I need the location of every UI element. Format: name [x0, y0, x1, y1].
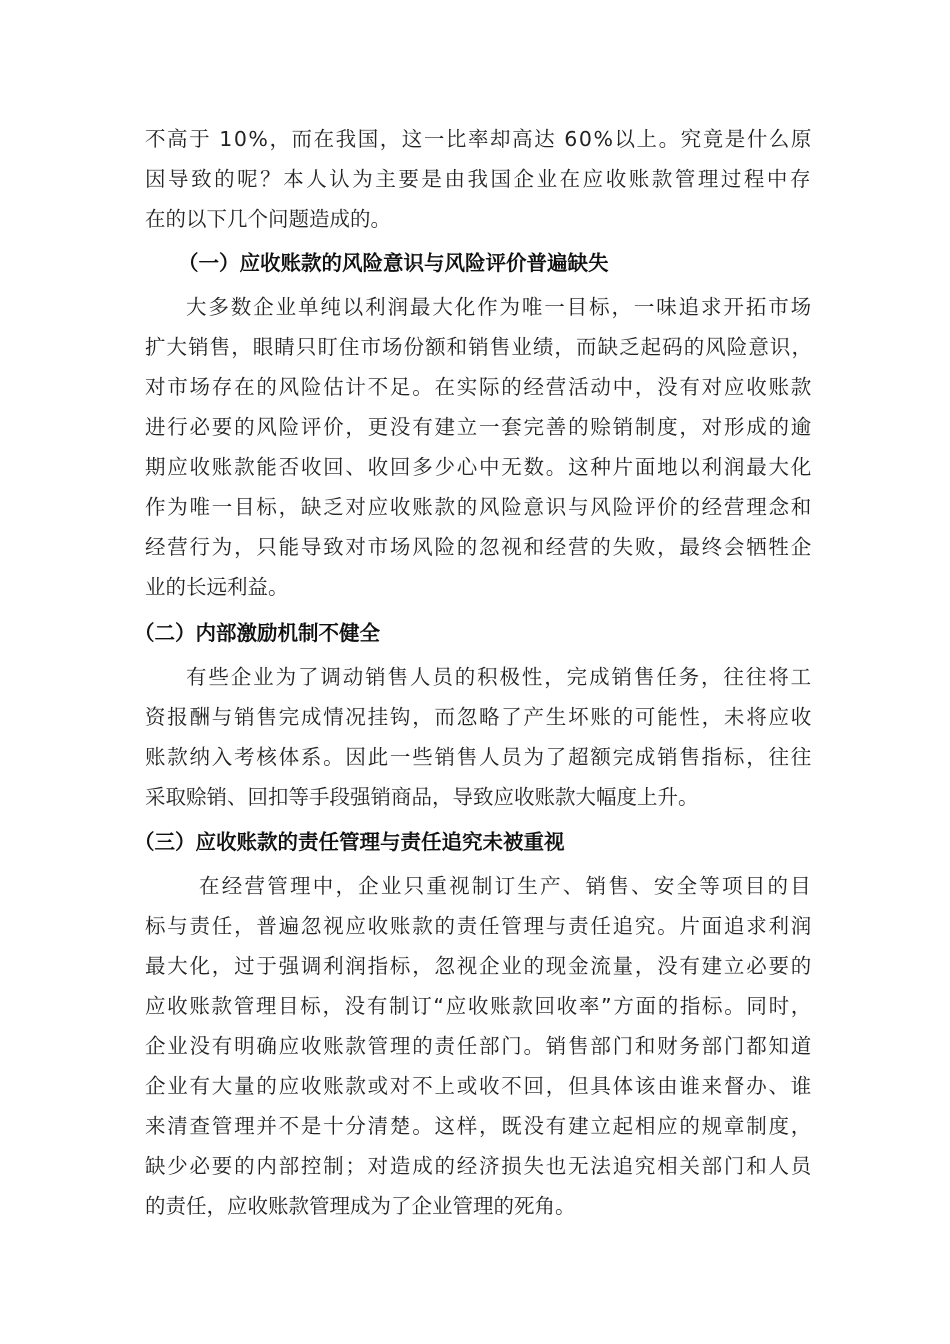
section-heading-2: （二）内部激励机制不健全 — [134, 621, 380, 645]
text-line: 账款纳入考核体系。因此一些销售人员为了超额完成销售指标，往往 — [145, 745, 813, 769]
text-line: 企业有大量的应收账款或对不上或收不回，但具体该由谁来督办、谁 — [145, 1074, 813, 1098]
text-line: 经营行为，只能导致对市场风险的忽视和经营的失败，最终会牺牲企 — [145, 535, 813, 559]
text-line: 最大化，过于强调利润指标，忽视企业的现金流量，没有建立必要的 — [145, 954, 813, 978]
text-line: 在的以下几个问题造成的。 — [145, 207, 391, 231]
text-line: 作为唯一目标，缺乏对应收账款的风险意识与风险评价的经营理念和 — [145, 495, 813, 519]
intro-paragraph — [145, 119, 813, 239]
text-line: 进行必要的风险评价，更没有建立一套完善的赊销制度，对形成的逾 — [145, 415, 813, 439]
text-line: 有些企业为了调动销售人员的积极性，完成销售任务，往往将工 — [186, 665, 813, 689]
text-line: 企业没有明确应收账款管理的责任部门。销售部门和财务部门都知道 — [145, 1034, 813, 1058]
section-1-paragraph — [145, 287, 813, 607]
section-3-paragraph — [145, 866, 813, 1226]
text-line: 标与责任，普遍忽视应收账款的责任管理与责任追究。片面追求利润 — [145, 914, 813, 938]
section-heading-3: （三）应收账款的责任管理与责任追究未被重视 — [134, 830, 565, 854]
text-line: 采取赊销、回扣等手段强销商品，导致应收账款大幅度上升。 — [145, 785, 699, 809]
text-line: 对市场存在的风险估计不足。在实际的经营活动中，没有对应收账款 — [145, 375, 813, 399]
text-line: 期应收账款能否收回、收回多少心中无数。这种片面地以利润最大化 — [145, 455, 813, 479]
section-2-paragraph — [145, 657, 813, 817]
text-line: 因导致的呢？本人认为主要是由我国企业在应收账款管理过程中存 — [145, 167, 813, 191]
text-line: 的责任，应收账款管理成为了企业管理的死角。 — [145, 1194, 576, 1218]
text-line: 缺少必要的内部控制；对造成的经济损失也无法追究相关部门和人员 — [145, 1154, 813, 1178]
text-line: 资报酬与销售完成情况挂钩，而忽略了产生坏账的可能性，未将应收 — [145, 705, 813, 729]
text-line: 扩大销售，眼睛只盯住市场份额和销售业绩，而缺乏起码的风险意识， — [145, 335, 813, 359]
text-line: 来清查管理并不是十分清楚。这样，既没有建立起相应的规章制度， — [145, 1114, 813, 1138]
text-line: 应收账款管理目标，没有制订“应收账款回收率”方面的指标。同时， — [145, 994, 813, 1018]
text-line: 业的长远利益。 — [145, 575, 289, 599]
text-line: 不高于 10%，而在我国，这一比率却高达 60%以上。究竟是什么原 — [145, 127, 813, 151]
text-line: 大多数企业单纯以利润最大化作为唯一目标，一味追求开拓市场 — [186, 295, 813, 319]
text-line: 在经营管理中，企业只重视制订生产、销售、安全等项目的目 — [199, 874, 813, 898]
section-heading-1: （一）应收账款的风险意识与风险评价普遍缺失 — [178, 251, 609, 275]
